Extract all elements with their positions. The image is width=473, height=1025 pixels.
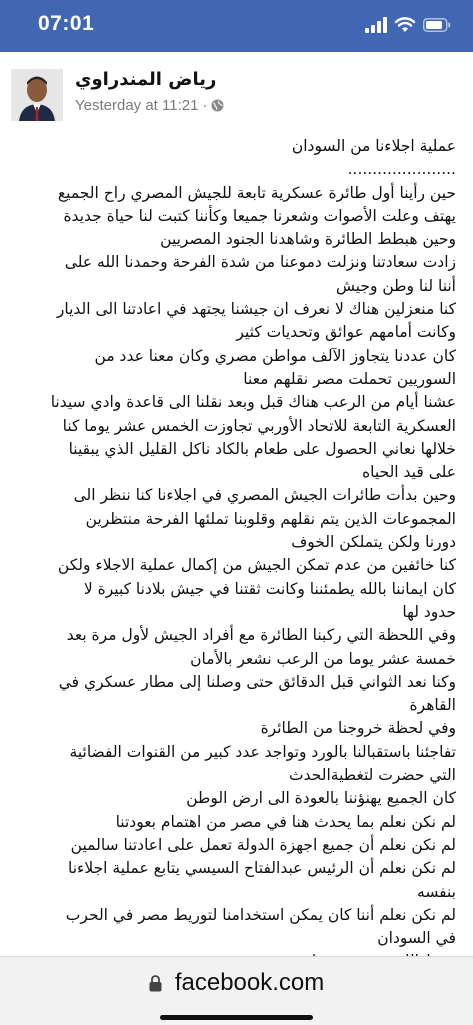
post-text-line: كنا خائفين من عدم تمكن الجيش من إكمال عملية الاجلاء ولكن xyxy=(57,556,456,575)
post-text-line: ...................... xyxy=(347,160,456,179)
battery-icon xyxy=(423,18,451,32)
post-text-line: تفاجئنا باستقبالنا بالورد وتواجد عدد كبير من القنوات الفضائية xyxy=(69,742,456,761)
post-text-line: القاهرة xyxy=(409,696,456,715)
post-text-line: كان عددنا يتجاوز الآلف مواطن مصري وكان معنا عدد من xyxy=(94,346,456,365)
browser-bottom-bar xyxy=(0,956,473,1025)
home-indicator[interactable] xyxy=(160,1015,313,1020)
post-text-line: يهتف وعلت الأصوات وشعرنا جميعا وكأننا كتبت لنا حياة جديدة xyxy=(63,206,456,225)
status-time: 07:01 xyxy=(38,12,95,35)
post-text-line: المجموعات الذين يتم نقلهم وقلوبنا تملئها الفرحة منتظرين xyxy=(85,509,456,528)
post-text-line: لم نكن نعلم أن الرئيس عبدالفتاح السيسي يتابع عملية اجلاءنا xyxy=(68,859,456,878)
post-text-line: وحين بدأت طائرات الجيش المصري في اجلاءنا كنا ننظر الى xyxy=(73,486,456,505)
status-icons xyxy=(365,15,451,35)
post-text-line: العسكرية التابعة للاتحاد الأوربي تجاوزت الخمس عشر يوما كنا xyxy=(62,416,456,435)
post-text-line: على قيد الحياه xyxy=(362,463,456,482)
post-text-line: لم نكن نعلم أن جميع اجهزة الدولة تعمل على اعادتنا سالمين xyxy=(70,835,456,854)
post-text-line: كان الجميع يهنؤننا بالعودة الى ارض الوطن xyxy=(186,789,456,808)
post-text-line: السوريين تحملت مصر نقلهم معنا xyxy=(243,369,456,388)
status-bar xyxy=(0,0,473,52)
post-text-line: وفي لحظة خروجنا من الطائرة xyxy=(260,719,456,738)
cellular-signal-icon xyxy=(365,17,387,33)
post-text-line: زادت سعادتنا ونزلت دموعنا من شدة الفرحة وحمدنا الله على xyxy=(64,253,456,272)
post-body xyxy=(8,135,456,974)
post-text-line: حدود لها xyxy=(402,602,456,621)
meta-separator: · xyxy=(202,97,208,114)
wifi-icon xyxy=(395,17,415,33)
post-text-line: وكنا نعد الثواني قبل الدقائق حتى وصلنا إلى مطار عسكري في xyxy=(58,672,456,691)
post-text-line: وحين هبطط الطائرة وشاهدنا الجنود المصريين xyxy=(160,230,456,249)
post-text-line: خلالها نعاني الحصول على طعام بالكاد ناكل القليل الذي يبقينا xyxy=(68,439,456,458)
post-meta xyxy=(75,97,224,114)
lock-icon xyxy=(149,975,162,992)
post-text-line: كنا منعزلين هناك لا نعرف ان جيشنا يجتهد في اعادتنا الى الديار xyxy=(56,300,456,319)
post-text-line: حين رأينا أول طائرة عسكرية تابعة للجيش المصري راح الجميع xyxy=(57,183,456,202)
post-text-line: لم نكن نعلم أننا كان يمكن استخدامنا لتوريط مصر في الحرب xyxy=(65,905,456,924)
post-text-line: خمسة عشر يوما من الرعب نشعر بالأمان xyxy=(190,649,456,668)
post-text-line: بنفسه xyxy=(417,882,456,901)
url-text: facebook.com xyxy=(174,969,325,996)
author-name[interactable]: رياض المندراوي xyxy=(75,69,217,90)
post-text-line: لم نكن نعلم بما يحدث هنا في مصر من اهتمام بعودتنا xyxy=(115,812,456,831)
address-bar[interactable] xyxy=(0,969,473,997)
post-text-line: وكانت أمامهم عوائق وتحديات كثير xyxy=(236,323,456,342)
post-text-line: وفي اللحظة التي ركبنا الطائرة مع أفراد الجيش لأول مرة بعد xyxy=(66,626,456,645)
post-text-line: كان ايماننا بالله يطمئننا وكانت ثقتنا في جيش بلادنا كبيرة لا xyxy=(83,579,456,598)
avatar[interactable] xyxy=(11,69,63,121)
post-timestamp[interactable]: Yesterday at 11:21 xyxy=(75,97,199,114)
post-text-line: أننا لنا وطن وجيش xyxy=(335,276,456,295)
globe-icon xyxy=(211,99,224,112)
profile-photo-icon xyxy=(11,69,63,121)
post-text-line: في السودان xyxy=(377,929,456,948)
post-text-line: دورنا ولكن يتملكن الخوف xyxy=(291,533,456,552)
post-text-line: عشنا أيام من الرعب هناك قبل وبعد نقلنا الى قاعدة وادي سيدنا xyxy=(50,393,456,412)
post-text-line: عملية اجلاءنا من السودان xyxy=(291,137,456,155)
post-text-line: التي حضرت لتغطيةالحدث xyxy=(289,766,456,785)
post-card xyxy=(0,52,473,956)
post-header xyxy=(0,52,473,132)
